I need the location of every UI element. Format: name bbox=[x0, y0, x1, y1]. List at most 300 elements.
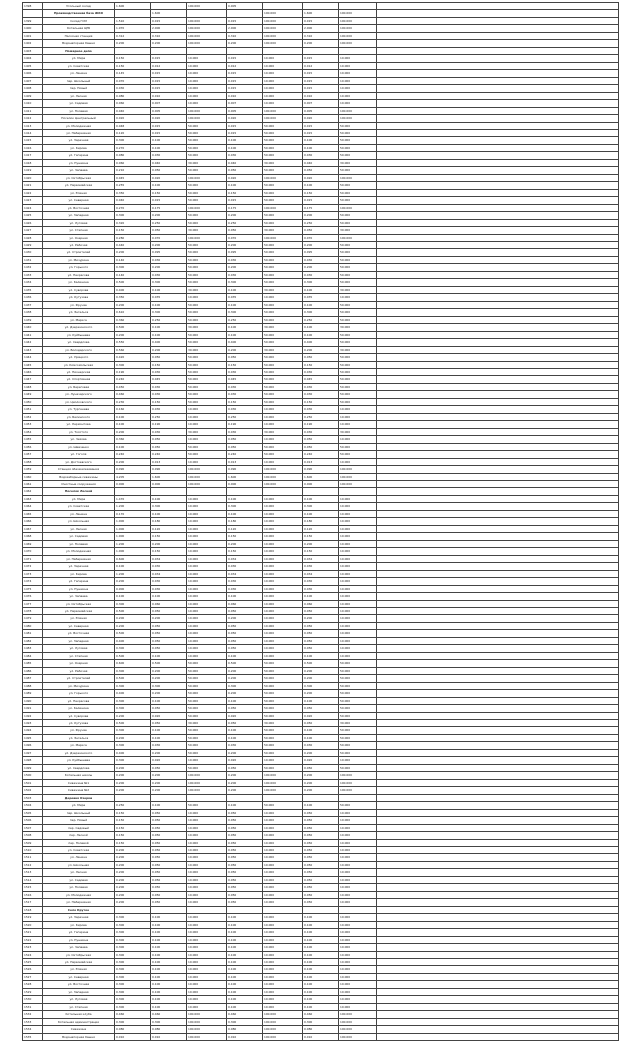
value-cell: 10.000 bbox=[263, 563, 303, 570]
value-cell: 0.007 bbox=[303, 100, 339, 107]
value-cell: 0.035 bbox=[227, 294, 263, 301]
value-cell: 10.000 bbox=[187, 944, 227, 951]
value-cell bbox=[377, 966, 619, 973]
value-cell bbox=[377, 55, 619, 62]
value-cell: 0.020 bbox=[227, 712, 263, 719]
value-cell: 10.000 bbox=[339, 630, 377, 637]
value-cell: 10.000 bbox=[339, 77, 377, 84]
value-cell: 0.100 bbox=[151, 144, 187, 151]
row-number-cell: 1532 bbox=[23, 1011, 43, 1018]
value-cell: 0.080 bbox=[303, 1026, 339, 1033]
value-cell: 0.150 bbox=[115, 839, 151, 846]
value-cell: 50.000 bbox=[187, 376, 227, 383]
row-number-cell: 1452 bbox=[23, 413, 43, 420]
value-cell: 0.095 bbox=[303, 249, 339, 256]
value-cell: 50.000 bbox=[263, 697, 303, 704]
value-cell: 10.000 bbox=[187, 921, 227, 928]
value-cell: 0.170 bbox=[115, 510, 151, 517]
value-cell: 10.000 bbox=[187, 846, 227, 853]
value-cell: 30.000 bbox=[263, 428, 303, 435]
value-cell: 10.000 bbox=[263, 510, 303, 517]
value-cell: 0.200 bbox=[303, 749, 339, 756]
value-cell bbox=[377, 368, 619, 375]
value-cell: 10.000 bbox=[187, 615, 227, 622]
name-cell: ул. Октябрьская bbox=[43, 174, 115, 181]
row-number-cell: 1511 bbox=[23, 854, 43, 861]
value-cell bbox=[377, 32, 619, 39]
value-cell bbox=[377, 331, 619, 338]
value-cell: 0.070 bbox=[303, 234, 339, 241]
value-cell bbox=[377, 286, 619, 293]
value-cell: 0.050 bbox=[227, 884, 263, 891]
value-cell: 10.000 bbox=[263, 936, 303, 943]
value-cell: 0.150 bbox=[151, 533, 187, 540]
row-number-cell: 1429 bbox=[23, 242, 43, 249]
value-cell: 0.500 bbox=[115, 720, 151, 727]
value-cell: 50.000 bbox=[187, 660, 227, 667]
value-cell: 0.255 bbox=[115, 182, 151, 189]
value-cell: 0.180 bbox=[303, 518, 339, 525]
value-cell bbox=[377, 817, 619, 824]
table-row bbox=[23, 301, 619, 308]
value-cell: 0.100 bbox=[227, 495, 263, 502]
name-cell: ул. Гагарина bbox=[43, 929, 115, 936]
table-row bbox=[23, 354, 619, 361]
row-number-cell: 1521 bbox=[23, 929, 43, 936]
value-cell: 0.200 bbox=[115, 734, 151, 741]
row-number-cell: 1411 bbox=[23, 107, 43, 114]
value-cell: 0.060 bbox=[115, 159, 151, 166]
value-cell: 100.000 bbox=[263, 174, 303, 181]
name-cell: ул. Некрасова bbox=[43, 271, 115, 278]
value-cell: 10.000 bbox=[187, 914, 227, 921]
value-cell: 0.100 bbox=[151, 944, 187, 951]
value-cell: 50.000 bbox=[187, 331, 227, 338]
value-cell: 0.100 bbox=[151, 286, 187, 293]
value-cell bbox=[377, 936, 619, 943]
value-cell: 10.000 bbox=[339, 578, 377, 585]
value-cell bbox=[377, 570, 619, 577]
value-cell: 0.240 bbox=[115, 451, 151, 458]
value-cell: 10.000 bbox=[187, 85, 227, 92]
value-cell: 0.150 bbox=[151, 548, 187, 555]
value-cell: 50.000 bbox=[187, 802, 227, 809]
value-cell: 0.200 bbox=[115, 40, 151, 47]
value-cell: 0.050 bbox=[151, 443, 187, 450]
value-cell: 0.020 bbox=[151, 115, 187, 122]
value-cell: 0.200 bbox=[303, 242, 339, 249]
value-cell bbox=[377, 525, 619, 532]
value-cell: 100.000 bbox=[263, 204, 303, 211]
value-cell: 10.000 bbox=[263, 944, 303, 951]
value-cell: 0.100 bbox=[303, 324, 339, 331]
table-row bbox=[23, 645, 619, 652]
value-cell bbox=[187, 794, 227, 801]
table-row bbox=[23, 324, 619, 331]
value-cell bbox=[303, 3, 339, 10]
value-cell: 0.050 bbox=[151, 630, 187, 637]
value-cell: 50.000 bbox=[339, 690, 377, 697]
value-cell bbox=[303, 488, 339, 495]
value-cell: 0.015 bbox=[303, 197, 339, 204]
value-cell: 0.200 bbox=[303, 690, 339, 697]
value-cell: 100.000 bbox=[263, 1026, 303, 1033]
name-cell: ул. Полевая bbox=[43, 540, 115, 547]
table-row bbox=[23, 40, 619, 47]
value-cell: 0.300 bbox=[115, 645, 151, 652]
value-cell: 0.100 bbox=[151, 973, 187, 980]
row-number-cell: 1473 bbox=[23, 570, 43, 577]
value-cell bbox=[377, 593, 619, 600]
table-row bbox=[23, 727, 619, 734]
table-row bbox=[23, 279, 619, 286]
value-cell: 50.000 bbox=[339, 249, 377, 256]
name-cell: ул. Набережная bbox=[43, 899, 115, 906]
value-cell: 10.000 bbox=[263, 548, 303, 555]
value-cell: 0.080 bbox=[115, 92, 151, 99]
value-cell: 0.090 bbox=[151, 466, 187, 473]
value-cell: 0.030 bbox=[227, 406, 263, 413]
value-cell: 0.070 bbox=[115, 77, 151, 84]
value-cell: 50.000 bbox=[263, 301, 303, 308]
value-cell: 10.000 bbox=[339, 973, 377, 980]
table-row bbox=[23, 115, 619, 122]
value-cell: 10.000 bbox=[339, 981, 377, 988]
value-cell: 0.030 bbox=[303, 391, 339, 398]
table-row bbox=[23, 615, 619, 622]
value-cell: 100.000 bbox=[339, 204, 377, 211]
value-cell: 0.040 bbox=[115, 197, 151, 204]
value-cell: 10.000 bbox=[339, 540, 377, 547]
row-number-cell: 1441 bbox=[23, 331, 43, 338]
table-row bbox=[23, 398, 619, 405]
row-number-cell: 1484 bbox=[23, 652, 43, 659]
name-cell: ул. Южная bbox=[43, 966, 115, 973]
table-row bbox=[23, 846, 619, 853]
value-cell: 0.020 bbox=[115, 115, 151, 122]
table-row bbox=[23, 772, 619, 779]
value-cell bbox=[377, 861, 619, 868]
value-cell: 10.000 bbox=[263, 294, 303, 301]
value-cell: 50.000 bbox=[339, 802, 377, 809]
value-cell: 0.012 bbox=[151, 62, 187, 69]
row-number-cell: 1517 bbox=[23, 899, 43, 906]
row-number-cell: 1477 bbox=[23, 600, 43, 607]
value-cell: 0.010 bbox=[303, 1033, 339, 1040]
value-cell: 1.000 bbox=[115, 548, 151, 555]
row-number-cell: 1406 bbox=[23, 70, 43, 77]
name-cell: ул. Молодежная bbox=[43, 891, 115, 898]
value-cell: 100.000 bbox=[263, 17, 303, 24]
value-cell: 0.030 bbox=[303, 406, 339, 413]
row-number-cell: 1482 bbox=[23, 637, 43, 644]
value-cell: 0.100 bbox=[227, 973, 263, 980]
name-cell: Котельная ЦРБ bbox=[43, 25, 115, 32]
name-cell: ул. Урицкого bbox=[43, 354, 115, 361]
value-cell: 10.000 bbox=[187, 951, 227, 958]
value-cell: 0.100 bbox=[227, 331, 263, 338]
value-cell bbox=[339, 794, 377, 801]
name-cell: ул. Ленина bbox=[43, 854, 115, 861]
value-cell: 50.000 bbox=[339, 219, 377, 226]
name-cell: ул. Кирова bbox=[43, 570, 115, 577]
value-cell: 10.000 bbox=[339, 929, 377, 936]
value-cell: 0.034 bbox=[227, 555, 263, 562]
name-cell: ул. Южная bbox=[43, 615, 115, 622]
table-row bbox=[23, 817, 619, 824]
value-cell: 0.100 bbox=[115, 421, 151, 428]
value-cell: 50.000 bbox=[339, 316, 377, 323]
table-row bbox=[23, 749, 619, 756]
name-cell: ул. Луговая bbox=[43, 219, 115, 226]
value-cell: 100.000 bbox=[187, 107, 227, 114]
value-cell bbox=[151, 47, 187, 54]
value-cell: 0.050 bbox=[227, 630, 263, 637]
value-cell: 0.080 bbox=[151, 1026, 187, 1033]
table-row bbox=[23, 152, 619, 159]
value-cell: 0.080 bbox=[115, 152, 151, 159]
value-cell: 0.610 bbox=[115, 309, 151, 316]
name-cell: ул. Рабочая bbox=[43, 667, 115, 674]
name-cell: ул. Лесная bbox=[43, 92, 115, 99]
value-cell: 10.000 bbox=[263, 981, 303, 988]
value-cell: 100.000 bbox=[187, 32, 227, 39]
value-cell: 0.050 bbox=[151, 817, 187, 824]
value-cell: 0.240 bbox=[303, 451, 339, 458]
row-number-cell: 1430 bbox=[23, 249, 43, 256]
value-cell: 0.030 bbox=[227, 585, 263, 592]
value-cell bbox=[303, 47, 339, 54]
value-cell: 0.200 bbox=[227, 675, 263, 682]
value-cell: 50.000 bbox=[339, 264, 377, 271]
name-cell: ул. Молодежная bbox=[43, 548, 115, 555]
value-cell bbox=[187, 10, 227, 17]
value-cell: 0.015 bbox=[227, 129, 263, 136]
table-row bbox=[23, 787, 619, 794]
row-number-cell: 1496 bbox=[23, 742, 43, 749]
value-cell: 50.000 bbox=[187, 361, 227, 368]
value-cell: 0.030 bbox=[151, 271, 187, 278]
row-number-cell: 1492 bbox=[23, 712, 43, 719]
value-cell: 0.100 bbox=[303, 988, 339, 995]
name-cell: Деревня Озерки bbox=[43, 794, 115, 801]
value-cell: 0.050 bbox=[227, 809, 263, 816]
value-cell: 30.000 bbox=[187, 428, 227, 435]
table-row bbox=[23, 92, 619, 99]
value-cell: 0.230 bbox=[115, 398, 151, 405]
value-cell: 0.300 bbox=[115, 667, 151, 674]
value-cell: 0.100 bbox=[303, 802, 339, 809]
table-row bbox=[23, 712, 619, 719]
name-cell: ул. Восточная bbox=[43, 630, 115, 637]
name-cell: ул. Толстого bbox=[43, 428, 115, 435]
value-cell: 0.100 bbox=[151, 331, 187, 338]
value-cell bbox=[377, 824, 619, 831]
value-cell bbox=[377, 1018, 619, 1025]
value-cell bbox=[377, 899, 619, 906]
value-cell bbox=[377, 742, 619, 749]
table-row bbox=[23, 563, 619, 570]
value-cell bbox=[377, 189, 619, 196]
name-cell: ул. Дзержинского bbox=[43, 324, 115, 331]
value-cell: 10.000 bbox=[263, 929, 303, 936]
value-cell bbox=[377, 749, 619, 756]
value-cell: 0.120 bbox=[303, 525, 339, 532]
value-cell: 0.400 bbox=[227, 339, 263, 346]
row-number-cell: 1425 bbox=[23, 212, 43, 219]
table-row bbox=[23, 794, 619, 801]
value-cell: 0.150 bbox=[227, 398, 263, 405]
value-cell: 10.000 bbox=[263, 525, 303, 532]
row-number-cell: 1439 bbox=[23, 316, 43, 323]
value-cell: 1.970 bbox=[115, 25, 151, 32]
name-cell: пер. Новый bbox=[43, 817, 115, 824]
table-row bbox=[23, 413, 619, 420]
value-cell: 1.600 bbox=[151, 473, 187, 480]
value-cell: 10.000 bbox=[339, 585, 377, 592]
value-cell: 1.200 bbox=[115, 570, 151, 577]
value-cell: 50.000 bbox=[187, 309, 227, 316]
row-number-cell: 1427 bbox=[23, 227, 43, 234]
value-cell: 0.600 bbox=[115, 555, 151, 562]
table-row bbox=[23, 368, 619, 375]
value-cell: 0.050 bbox=[151, 764, 187, 771]
row-number-cell: 1485 bbox=[23, 660, 43, 667]
value-cell: 0.050 bbox=[303, 436, 339, 443]
register-table bbox=[22, 2, 619, 1041]
name-cell: ул. Набережная bbox=[43, 555, 115, 562]
value-cell: 50.000 bbox=[339, 339, 377, 346]
value-cell: 0.050 bbox=[151, 227, 187, 234]
value-cell: 0.300 bbox=[115, 264, 151, 271]
name-cell: ул. Куйбышева bbox=[43, 331, 115, 338]
value-cell: 0.200 bbox=[227, 779, 263, 786]
value-cell: 0.150 bbox=[227, 548, 263, 555]
row-number-cell: 1520 bbox=[23, 921, 43, 928]
value-cell bbox=[227, 906, 263, 913]
table-row bbox=[23, 660, 619, 667]
value-cell: 10.000 bbox=[339, 555, 377, 562]
value-cell: 30.000 bbox=[263, 324, 303, 331]
value-cell: 50.000 bbox=[339, 242, 377, 249]
value-cell: 50.000 bbox=[263, 443, 303, 450]
value-cell: 0.300 bbox=[115, 996, 151, 1003]
value-cell: 0.200 bbox=[115, 787, 151, 794]
value-cell bbox=[151, 3, 187, 10]
value-cell: 0.030 bbox=[151, 391, 187, 398]
value-cell: 10.000 bbox=[339, 55, 377, 62]
value-cell: 0.140 bbox=[115, 256, 151, 263]
row-number-cell: 1450 bbox=[23, 398, 43, 405]
value-cell: 0.200 bbox=[115, 869, 151, 876]
value-cell: 0.100 bbox=[227, 936, 263, 943]
value-cell: 0.030 bbox=[227, 563, 263, 570]
value-cell: 0.020 bbox=[227, 757, 263, 764]
table-row bbox=[23, 25, 619, 32]
value-cell: 10.000 bbox=[263, 637, 303, 644]
value-cell: 0.100 bbox=[303, 1003, 339, 1010]
value-cell bbox=[377, 159, 619, 166]
value-cell: 0.460 bbox=[227, 1011, 263, 1018]
value-cell: 0.300 bbox=[115, 757, 151, 764]
value-cell bbox=[377, 637, 619, 644]
name-cell: ул. Западная bbox=[43, 212, 115, 219]
value-cell: 0.300 bbox=[115, 951, 151, 958]
value-cell: 50.000 bbox=[339, 391, 377, 398]
value-cell bbox=[377, 249, 619, 256]
value-cell bbox=[377, 884, 619, 891]
value-cell: 0.050 bbox=[151, 854, 187, 861]
value-cell: 50.000 bbox=[263, 690, 303, 697]
value-cell: 0.100 bbox=[303, 936, 339, 943]
value-cell bbox=[377, 675, 619, 682]
value-cell: 50.000 bbox=[263, 682, 303, 689]
name-cell: Водозаборные скважины bbox=[43, 473, 115, 480]
row-number-cell: 1460 bbox=[23, 473, 43, 480]
value-cell: 0.050 bbox=[227, 891, 263, 898]
value-cell bbox=[377, 667, 619, 674]
value-cell: 0.460 bbox=[115, 391, 151, 398]
value-cell: 100.000 bbox=[339, 1018, 377, 1025]
value-cell: 10.000 bbox=[339, 622, 377, 629]
value-cell: 50.000 bbox=[263, 749, 303, 756]
name-cell: ул. Советская bbox=[43, 62, 115, 69]
value-cell: 0.175 bbox=[303, 204, 339, 211]
value-cell: 0.500 bbox=[303, 660, 339, 667]
row-number-cell: 1495 bbox=[23, 734, 43, 741]
value-cell: 1.600 bbox=[227, 473, 263, 480]
value-cell: 0.250 bbox=[151, 219, 187, 226]
value-cell bbox=[377, 77, 619, 84]
value-cell bbox=[377, 309, 619, 316]
value-cell: 0.045 bbox=[151, 376, 187, 383]
value-cell: 0.300 bbox=[115, 727, 151, 734]
value-cell: 0.100 bbox=[151, 137, 187, 144]
value-cell: 10.000 bbox=[187, 839, 227, 846]
value-cell: 0.200 bbox=[151, 615, 187, 622]
value-cell: 50.000 bbox=[187, 697, 227, 704]
value-cell: 100.000 bbox=[187, 174, 227, 181]
value-cell bbox=[227, 794, 263, 801]
value-cell bbox=[263, 3, 303, 10]
name-cell: ул. Советская bbox=[43, 503, 115, 510]
value-cell bbox=[377, 167, 619, 174]
table-row bbox=[23, 62, 619, 69]
value-cell bbox=[377, 398, 619, 405]
table-row bbox=[23, 555, 619, 562]
name-cell: ул. Мичурина bbox=[43, 682, 115, 689]
table-row bbox=[23, 10, 619, 17]
value-cell: 10.000 bbox=[263, 652, 303, 659]
value-cell: 100.000 bbox=[263, 779, 303, 786]
table-row bbox=[23, 802, 619, 809]
value-cell: 10.000 bbox=[263, 540, 303, 547]
value-cell: 0.035 bbox=[151, 294, 187, 301]
value-cell: 10.000 bbox=[263, 959, 303, 966]
value-cell: 0.100 bbox=[151, 697, 187, 704]
value-cell bbox=[377, 129, 619, 136]
value-cell: 0.050 bbox=[151, 645, 187, 652]
value-cell bbox=[377, 645, 619, 652]
value-cell: 10.000 bbox=[339, 100, 377, 107]
name-cell: ул. Школьная bbox=[43, 518, 115, 525]
value-cell: 10.000 bbox=[263, 914, 303, 921]
table-row bbox=[23, 219, 619, 226]
value-cell: 1.600 bbox=[151, 10, 187, 17]
value-cell bbox=[339, 488, 377, 495]
value-cell: 100.000 bbox=[339, 107, 377, 114]
value-cell: 0.095 bbox=[151, 249, 187, 256]
